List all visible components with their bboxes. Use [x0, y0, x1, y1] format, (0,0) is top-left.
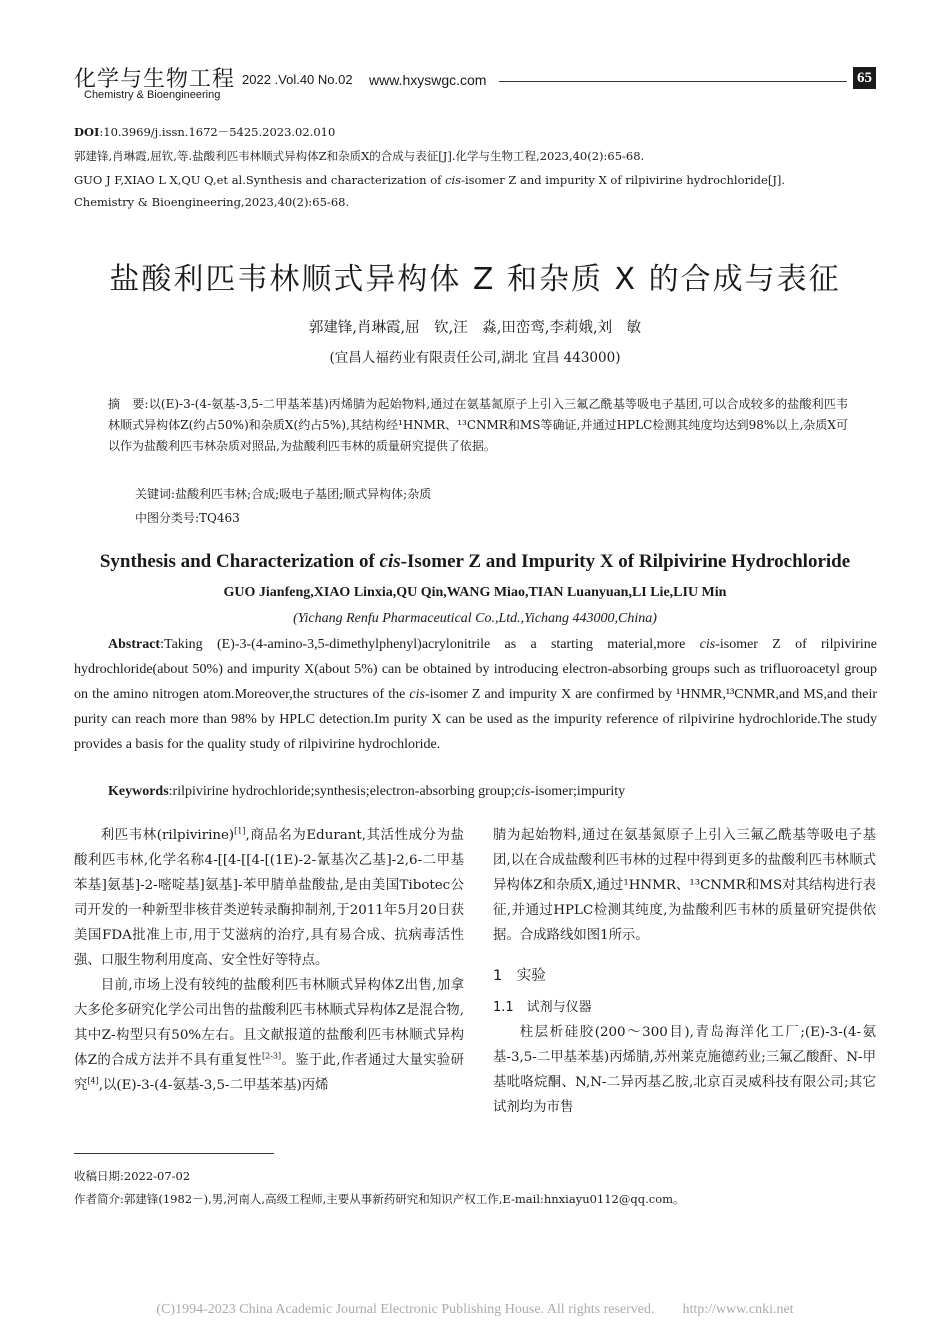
body-left-column: [74, 823, 464, 1098]
affiliation-cn: (宜昌人福药业有限责任公司,湖北 宜昌 443000): [329, 350, 621, 366]
journal-title-en: Chemistry & Bioengineering: [84, 89, 221, 101]
footnote-received: 收稿日期:2022-07-02: [74, 1169, 191, 1183]
body-paragraph: 目前,市场上没有较纯的盐酸利匹韦林顺式异构体Z出售,加拿大多伦多研究化学公司出售的盐酸利匹韦林顺式异构体Z是混合物,其中Z-构型只有50%左右。且文献报道的盐酸利匹韦林顺式异构体Z的合成方法并不具有重复性[2-3]。鉴于此,作者通过大量实验研究[4],以(E)-3-(4-氨基-3,5-二甲基苯基)丙烯: [74, 978, 464, 1093]
citation-en-line2: Chemistry & Bioengineering,2023,40(2):65-68.: [74, 195, 350, 209]
paper-title-cn: 盐酸利匹韦林顺式异构体 Z 和杂质 X 的合成与表征: [109, 262, 841, 297]
keywords-en: Keywords:rilpivirine hydrochloride;synthesis;electron-absorbing group;cis-isomer;impurity: [108, 784, 626, 799]
authors-en: GUO Jianfeng,XIAO Linxia,QU Qin,WANG Miao,TIAN Luanyuan,LI Lie,LIU Min: [223, 585, 727, 600]
abstract-cn: 摘 要:以(E)-3-(4-氨基-3,5-二甲基苯基)丙烯腈为起始物料,通过在氨基氮原子上引入三氟乙酰基等吸电子基团,可以合成较多的盐酸利匹韦林顺式异构体Z(约占50%)和杂质X(约占5%),其结构经¹HNMR、¹³CNMR和MS等确证,并通过HPLC检测其纯度均达到98%以上,杂质X可以作为盐酸利匹韦林杂质对照品,为盐酸利匹韦林的质量研究提供了依据。: [108, 397, 848, 453]
paper-title-en: Synthesis and Characterization of cis-Isomer Z and Impurity X of Rilpivirine Hydrochloride: [99, 551, 851, 572]
citation-ref[interactable]: [2-3]: [261, 1051, 282, 1061]
citation-ref[interactable]: [4]: [87, 1076, 99, 1086]
body-paragraph: 腈为起始物料,通过在氨基氮原子上引入三氟乙酰基等吸电子基团,以在合成盐酸利匹韦林的过程中得到更多的盐酸利匹韦林顺式异构体Z和杂质X,通过¹HNMR、¹³CNMR和MS对其结构进行表征,并通过HPLC检测其纯度,为盐酸利匹韦林的质量研究提供依据。合成路线如图1所示。: [493, 828, 876, 943]
abstract-en: Abstract:Taking (E)-3-(4-amino-3,5-dimethylphenyl)acrylonitrile as a starting material,more cis-isomer Z of rilpivirine hydrochloride(about 50%) and impurity X(about 5%) can be obtained by introducing electron-absorbing groups such as trifluoroacetyl group on the amino nitrogen atom.Moreover,the structures of the cis-isomer Z and impurity X are confirmed by ¹HNMR,¹³CNMR,and MS,and their purity can reach more than 98% by HPLC detection.Im purity X can be used as the impurity reference of rilpivirine hydrochloride.The study provides a basis for the quality study of rilpivirine hydrochloride.: [74, 637, 878, 752]
clc-number: 中图分类号:TQ463: [135, 511, 240, 525]
subsection-heading: 1.1 试剂与仪器: [493, 1000, 592, 1015]
doi-line: [74, 121, 884, 143]
keywords-cn: 关键词:盐酸利匹韦林;合成;吸电子基团;顺式异构体;杂质: [135, 487, 432, 501]
journal-title-cn: 化学与生物工程: [74, 67, 236, 92]
footnote-author: 作者简介:郭建锋(1982－),男,河南人,高级工程师,主要从事新药研究和知识产权工作,E-mail:hnxiayu0112@qq.com。: [74, 1192, 685, 1206]
doi-value[interactable]: :10.3969/j.issn.1672－5425.2023.02.010: [99, 125, 336, 139]
authors-cn: 郭建锋,肖琳霞,屈 钦,汪 淼,田峦鸾,李莉娥,刘 敏: [308, 320, 642, 336]
citation-cn: 郭建锋,肖琳霞,屈钦,等.盐酸利匹韦林顺式异构体Z和杂质X的合成与表征[J].化学与生物工程,2023,40(2):65-68.: [74, 149, 645, 163]
body-right-column: [493, 823, 876, 1120]
journal-url[interactable]: www.hxyswgc.com: [369, 72, 487, 88]
doi-label: DOI: [74, 125, 100, 139]
citation-en-line1: GUO J F,XIAO L X,QU Q,et al.Synthesis and characterization of cis-isomer Z and impurity X of rilpivirine hydrochloride[J].: [74, 173, 786, 187]
affiliation-en: (Yichang Renfu Pharmaceutical Co.,Ltd.,Yichang 443000,China): [293, 611, 657, 626]
body-paragraph: 利匹韦林(rilpivirine)[1],商品名为Edurant,其活性成分为盐酸利匹韦林,化学名称4-[[4-[[4-[(1E)-2-氰基次乙基]-2,6-二甲基苯基]氨基]-2-嘧啶基]氨基]-苯甲腈单盐酸盐,是由美国Tibotec公司开发的一种新型非核苷类逆转录酶抑制剂,于2011年5月20日获美国FDA批准上市,用于艾滋病的治疗,具有易合成、抗病毒活性强、口服生物利用度高、安全性好等特点。: [74, 826, 464, 968]
journal-issue: 2022 .Vol.40 No.02: [242, 72, 353, 87]
copyright-notice: (C)1994-2023 China Academic Journal Electronic Publishing House. All rights reserved. http://www.cnki.net: [156, 1302, 794, 1317]
citation-ref[interactable]: [1]: [234, 826, 246, 836]
body-paragraph: 柱层析硅胶(200～300目),青岛海洋化工厂;(E)-3-(4-氨基-3,5-二甲基苯基)丙烯腈,苏州莱克施德药业;三氟乙酸酐、N-甲基吡咯烷酮、N,N-二异丙基乙胺,北京百灵威科技有限公司;其它试剂均为市售: [493, 1025, 876, 1115]
page-number: 65: [853, 67, 876, 89]
section-heading: 1 实验: [493, 968, 546, 984]
header-rule: [499, 81, 847, 82]
footnote-rule: [74, 1153, 274, 1154]
